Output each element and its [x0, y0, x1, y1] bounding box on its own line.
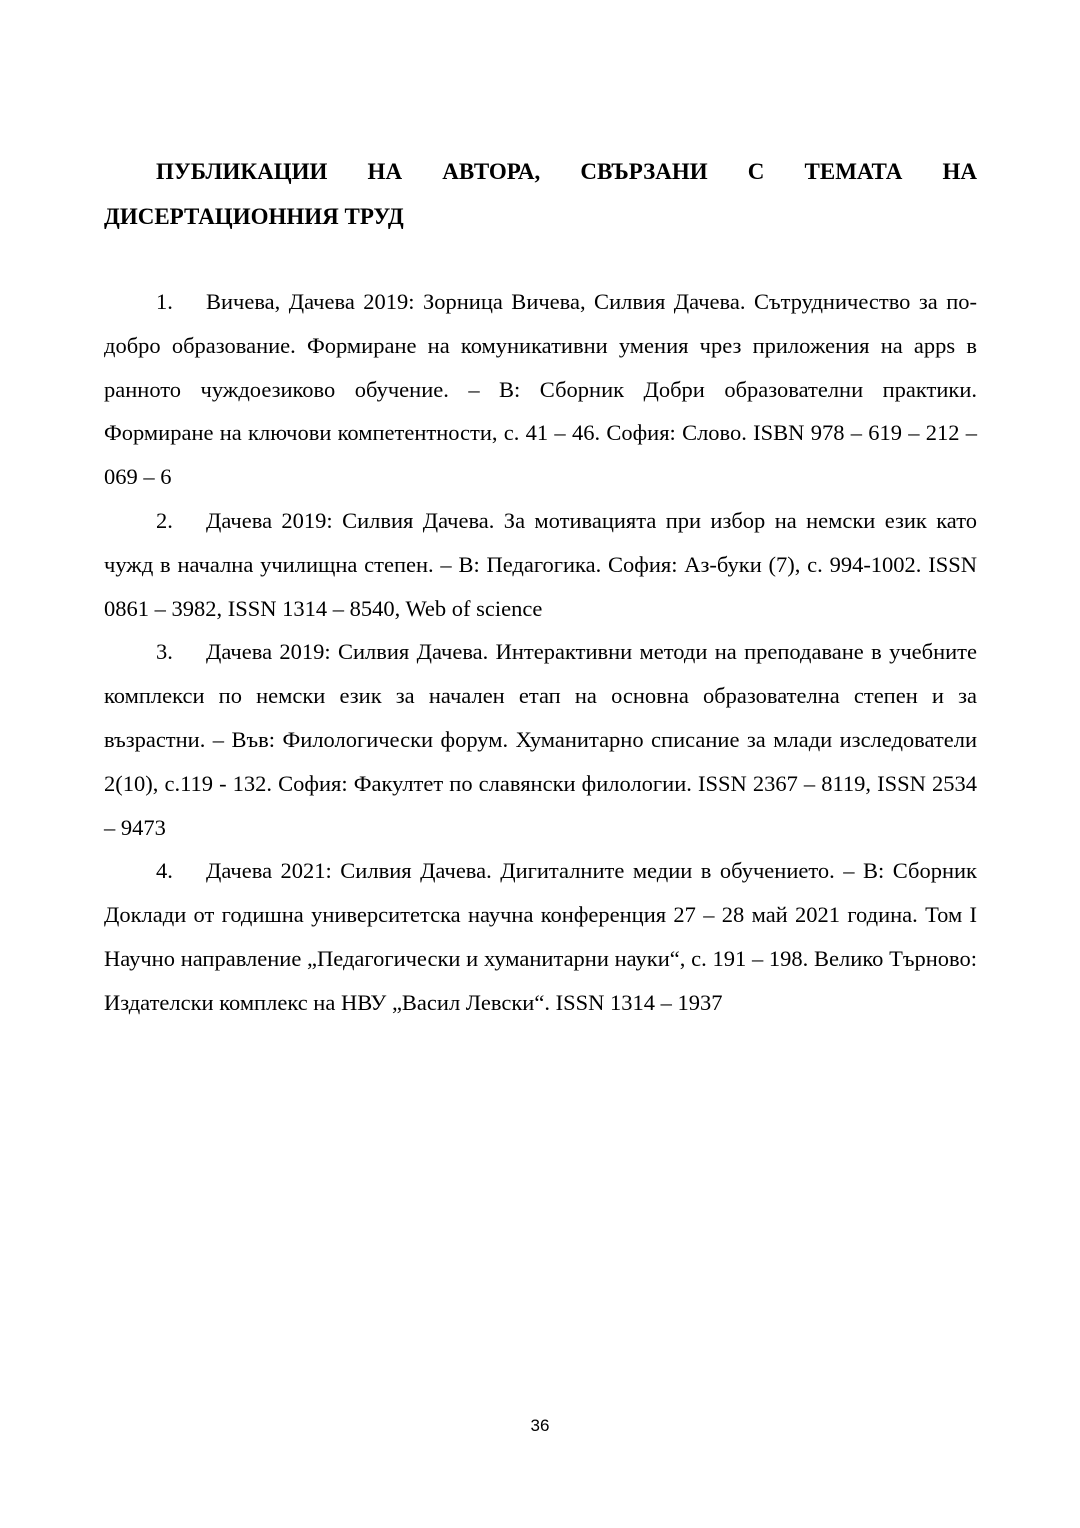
publication-item-1	[104, 280, 977, 499]
publication-number: 2.	[156, 507, 173, 533]
publication-item-3	[104, 630, 977, 849]
publication-number: 4.	[156, 858, 173, 884]
publication-number: 1.	[156, 289, 173, 314]
publication-item-4	[104, 849, 977, 1024]
page-number: 36	[530, 1416, 550, 1435]
publication-text: Дачева 2019: Силвия Дачева. Интерактивни методи на преподаване в учебните комплекси по немски език за начален етап на основна образователна степен и за възрастни. – Във: Филологически форум. Хуманитарно списание за млади изследователи 2(10), с.119 - 132. София: Факултет по славянски филологии. ISSN 2367 – 8119, ISSN 2534 – 9473	[104, 639, 977, 840]
publication-text: Дачева 2019: Силвия Дачева. За мотивацията при избор на немски език като чужд в начална училищна степен. – В: Педагогика. София: Аз-буки (7), с. 994-1002. ISSN 0861 – 3982, ISSN 1314 – 8540, Web of science	[104, 507, 977, 621]
publication-number: 3.	[156, 639, 173, 665]
heading-line-1: ПУБЛИКАЦИИ НА АВТОРА, СВЪРЗАНИ С ТЕМАТА НА	[156, 159, 977, 184]
section-heading	[104, 149, 977, 239]
publication-text: Вичева, Дачева 2019: Зорница Вичева, Силвия Дачева. Сътрудничество за по-добро образование. Формиране на комуникативни умения чрез приложения на apps в ранното чуждоезиково обучение. – В: Сборник Добри образователни практики. Формиране на ключови компетентности, с. 41 – 46. София: Слово. ISBN 978 – 619 – 212 – 069 – 6	[104, 289, 977, 490]
heading-line-2: ДИСЕРТАЦИОННИЯ ТРУД	[104, 204, 404, 229]
publication-list	[104, 280, 977, 1025]
publication-item-2	[104, 499, 977, 630]
publication-text: Дачева 2021: Силвия Дачева. Дигиталните медии в обучението. – В: Сборник Доклади от годишна университетска научна конференция 27 – 28 май 2021 година. Том I Научно направление „Педагогически и хуманитарни науки“, с. 191 – 198. Велико Търново: Издателски комплекс на НВУ „Васил Левски“. ISSN 1314 – 1937	[104, 858, 977, 1015]
